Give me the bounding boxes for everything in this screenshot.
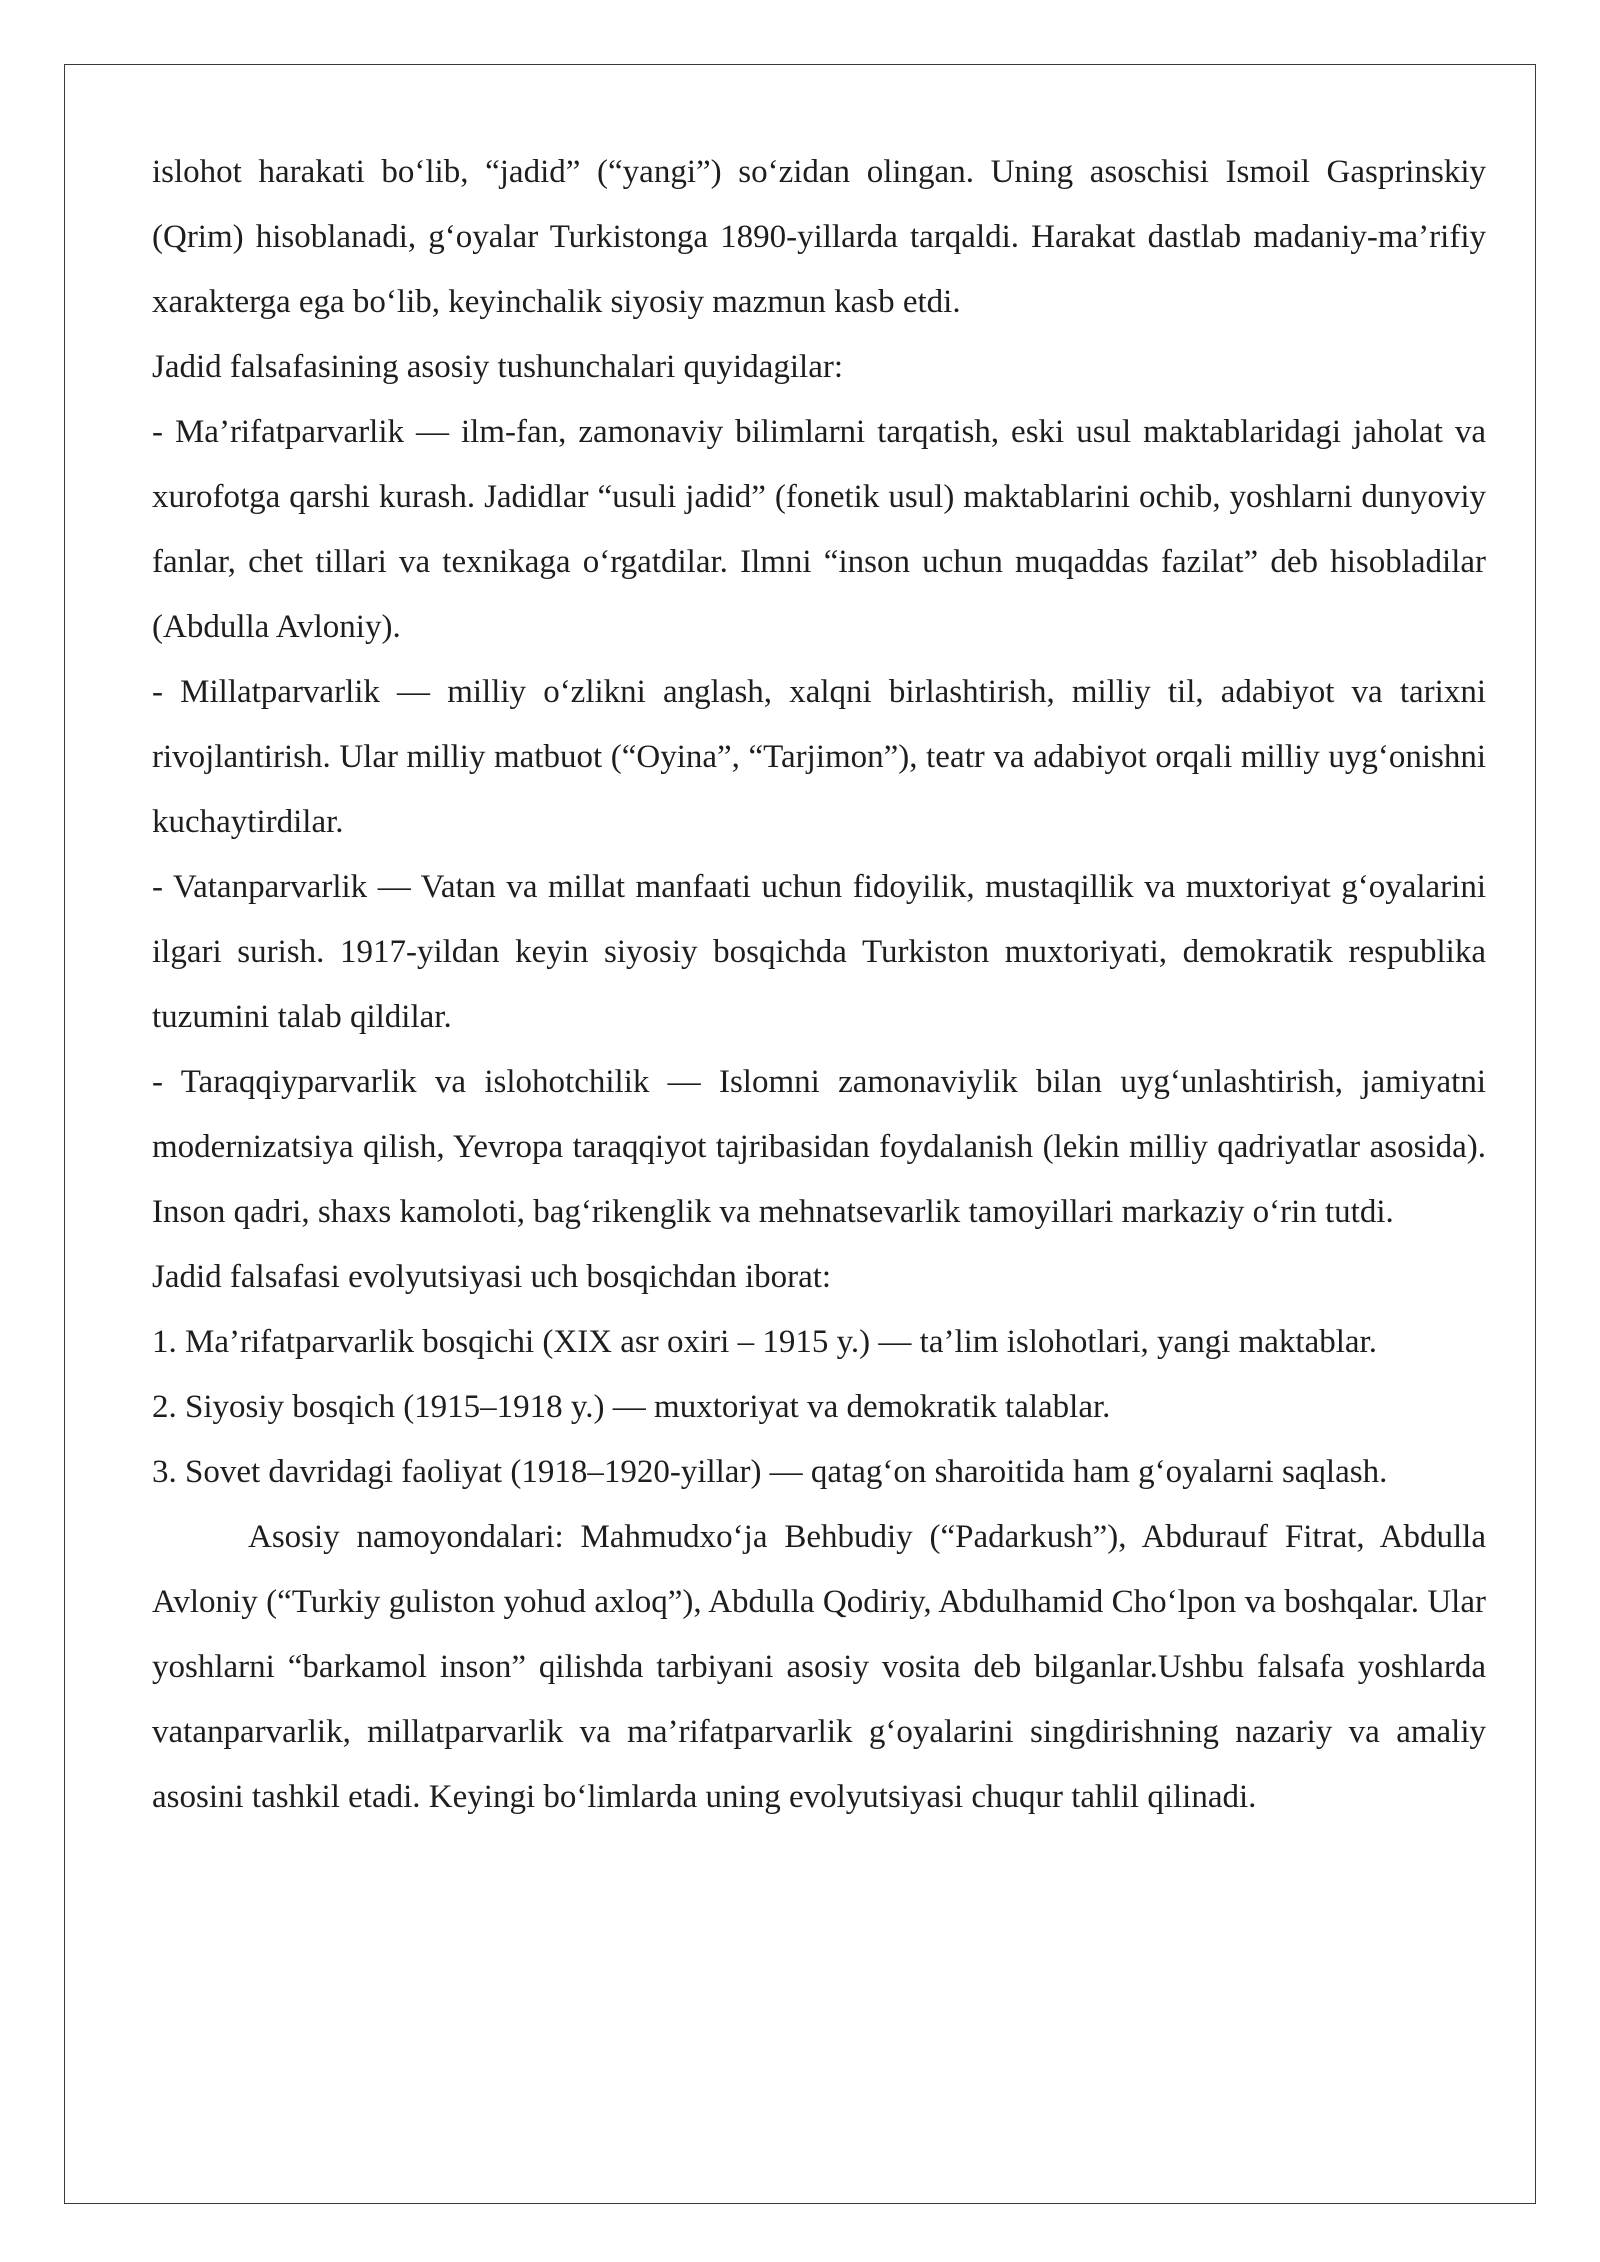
stage-2: 2. Siyosiy bosqich (1915–1918 y.) — muxtoriyat va demokratik talablar. bbox=[152, 1389, 1111, 1425]
concept-millatparvarlik: - Millatparvarlik — milliy o‘zlikni anglash, xalqni birlashtirish, milliy til, adabiyot va tarixni rivojlantirish. Ular milliy matbuot (“Oyina”, “Tarjimon”), teatr va adabiyot orqali milliy uyg‘onishni kuchaytirdilar. bbox=[152, 674, 1486, 840]
stages-heading: Jadid falsafasi evolyutsiyasi uch bosqichdan iborat: bbox=[152, 1259, 832, 1295]
concept-vatanparvarlik: - Vatanparvarlik — Vatan va millat manfaati uchun fidoyilik, mustaqillik va muxtoriyat g‘oyalarini ilgari surish. 1917-yildan keyin siyosiy bosqichda Turkiston muxtoriyati, demokratik respublika tuzumini talab qildilar. bbox=[152, 869, 1486, 1035]
concept-marifatparvarlik: - Ma’rifatparvarlik — ilm-fan, zamonaviy bilimlarni tarqatish, eski usul maktablaridagi jaholat va xurofotga qarshi kurash. Jadidlar “usuli jadid” (fonetik usul) maktablarini ochib, yoshlarni dunyoviy fanlar, chet tillari va texnikaga o‘rgatdilar. Ilmni “inson uchun muqaddas fazilat” deb hisobladilar (Abdulla Avloniy). bbox=[152, 414, 1486, 645]
representatives-paragraph: Asosiy namoyondalari: Mahmudxo‘ja Behbudiy (“Padarkush”), Abdurauf Fitrat, Abdulla Avloniy (“Turkiy guliston yohud axloq”), Abdulla Qodiriy, Abdulhamid Cho‘lpon va boshqalar. Ular yoshlarni “barkamol inson” qilishda tarbiyani asosiy vosita deb bilganlar.Ushbu falsafa yoshlarda vatanparvarlik, millatparvarlik va ma’rifatparvarlik g‘oyalarini singdirishning nazariy va amaliy asosini tashkil etadi. Keyingi bo‘limlarda uning evolyutsiyasi chuqur tahlil qilinadi. bbox=[152, 1519, 1486, 1815]
stage-1: 1. Ma’rifatparvarlik bosqichi (XIX asr oxiri – 1915 y.) — ta’lim islohotlari, yangi maktablar. bbox=[152, 1324, 1377, 1360]
concept-taraqqiyparvarlik: - Taraqqiyparvarlik va islohotchilik — Islomni zamonaviylik bilan uyg‘unlashtirish, jamiyatni modernizatsiya qilish, Yevropa taraqqiyot tajribasidan foydalanish (lekin milliy qadriyatlar asosida). Inson qadri, shaxs kamoloti, bag‘rikenglik va mehnatsevarlik tamoyillari markaziy o‘rin tutdi. bbox=[152, 1064, 1486, 1230]
document-body bbox=[152, 140, 1486, 1830]
concepts-heading: Jadid falsafasining asosiy tushunchalari quyidagilar: bbox=[152, 349, 844, 385]
stage-3: 3. Sovet davridagi faoliyat (1918–1920-yillar) — qatag‘on sharoitida ham g‘oyalarni saqlash. bbox=[152, 1454, 1388, 1490]
intro-paragraph: islohot harakati bo‘lib, “jadid” (“yangi”) so‘zidan olingan. Uning asoschisi Ismoil Gasprinskiy (Qrim) hisoblanadi, g‘oyalar Turkistonga 1890-yillarda tarqaldi. Harakat dastlab madaniy-ma’rifiy xarakterga ega bo‘lib, keyinchalik siyosiy mazmun kasb etdi. bbox=[152, 154, 1486, 320]
